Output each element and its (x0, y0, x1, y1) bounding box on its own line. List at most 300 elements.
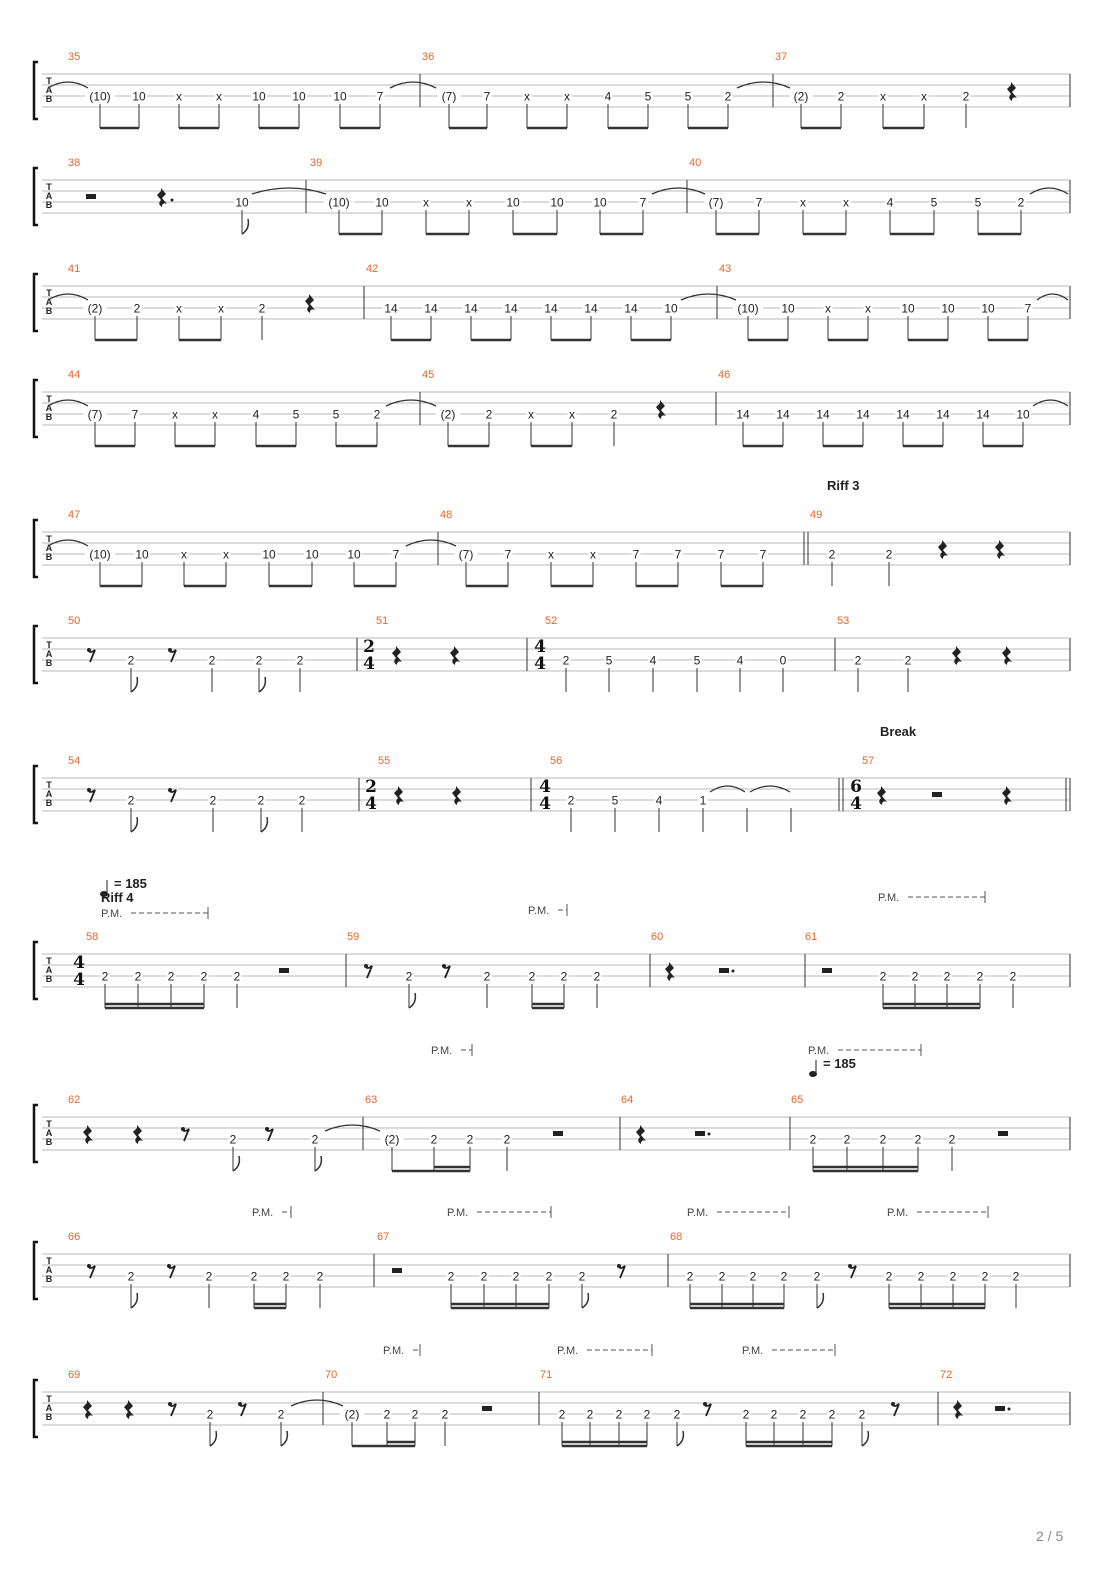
tab-note: 7 (759, 547, 767, 562)
note-flag (817, 1293, 823, 1308)
tab-note: 2 (586, 1407, 594, 1422)
tab-note: 10 (375, 195, 389, 210)
measure-number: 49 (810, 509, 823, 521)
tab-note: 4 (655, 793, 663, 808)
tab-note: 7 (674, 547, 682, 562)
measure-number: 41 (68, 263, 81, 275)
tab-note: 7 (376, 89, 384, 104)
measure-number: 64 (621, 1094, 634, 1106)
time-sig-bottom: 4 (365, 794, 377, 814)
tab-clef: T (46, 780, 52, 790)
tab-note: 2 (858, 1407, 866, 1422)
tab-note: 2 (742, 1407, 750, 1422)
tab-note: 2 (593, 969, 601, 984)
tab-clef: A (45, 965, 53, 975)
system-bracket (34, 380, 38, 437)
tab-note: 4 (736, 653, 744, 668)
tempo-marking: = 185 (114, 876, 147, 891)
tab-clef: B (45, 412, 53, 422)
tab-note: x (218, 301, 224, 316)
rest-dot (732, 970, 735, 973)
note-flag (233, 1156, 239, 1171)
tab-note: 4 (252, 407, 260, 422)
tab-note: 7 (392, 547, 400, 562)
tab-note: x (176, 301, 182, 316)
tab-note: 2 (127, 653, 135, 668)
tab-note: 2 (749, 1269, 757, 1284)
eighth-rest-dot (617, 1264, 621, 1268)
eighth-rest-dot (167, 1264, 171, 1268)
tab-note: x (880, 89, 886, 104)
tab-note: 2 (843, 1132, 851, 1147)
tab-note: x (176, 89, 182, 104)
measure-number: 42 (366, 263, 379, 275)
eighth-rest-dot (181, 1127, 185, 1131)
measure-number: 40 (689, 157, 702, 169)
tab-note: 2 (854, 653, 862, 668)
tab-note: 2 (1012, 1269, 1020, 1284)
tab-note: 2 (209, 793, 217, 808)
note-flag (315, 1156, 321, 1171)
measure-number: 61 (805, 931, 818, 943)
tab-clef: T (46, 640, 52, 650)
tab-note: (10) (89, 89, 111, 104)
measure-number: 36 (422, 51, 435, 63)
tab-note: (7) (441, 89, 457, 104)
tab-note: 2 (558, 1407, 566, 1422)
system-bracket (34, 1380, 38, 1437)
tab-note: (7) (708, 195, 724, 210)
eighth-rest-dot (703, 1402, 707, 1406)
eighth-rest-dot (168, 648, 172, 652)
eighth-rest-dot (168, 788, 172, 792)
tab-note: 10 (262, 547, 276, 562)
section-marker: Riff 3 (827, 478, 860, 493)
tab-note: 2 (167, 969, 175, 984)
tab-note: 2 (257, 793, 265, 808)
tab-note: 2 (770, 1407, 778, 1422)
tab-note: 2 (447, 1269, 455, 1284)
tab-note: 14 (424, 301, 438, 316)
tab-note: 5 (693, 653, 701, 668)
tab-note: 2 (127, 1269, 135, 1284)
tab-note: 2 (976, 969, 984, 984)
measure-number: 50 (68, 615, 81, 627)
tab-note: x (548, 547, 554, 562)
eighth-rest-dot (87, 1264, 91, 1268)
time-sig-top: 2 (363, 637, 375, 657)
tab-note: 2 (1017, 195, 1025, 210)
measure-number: 65 (791, 1094, 804, 1106)
tab-note: 10 (781, 301, 795, 316)
tab-note: 14 (856, 407, 870, 422)
half-rest (392, 1268, 402, 1273)
tab-clef: B (45, 306, 53, 316)
tab-note: (2) (87, 301, 103, 316)
tab-note: (10) (328, 195, 350, 210)
tab-note: 2 (911, 969, 919, 984)
half-rest (86, 194, 96, 199)
measure-number: 59 (347, 931, 360, 943)
note-flag (259, 677, 265, 692)
tab-note: 2 (258, 301, 266, 316)
tab-note: 2 (200, 969, 208, 984)
tab-note: (2) (793, 89, 809, 104)
system-bracket (34, 168, 38, 225)
tab-note: 2 (483, 969, 491, 984)
tab-clef: T (46, 288, 52, 298)
tab-note: (10) (737, 301, 759, 316)
measure-number: 52 (545, 615, 558, 627)
tab-note: 2 (949, 1269, 957, 1284)
tab-clef: A (45, 543, 53, 553)
measure-number: 66 (68, 1231, 81, 1243)
tab-note: 14 (544, 301, 558, 316)
tab-note: 2 (205, 1269, 213, 1284)
tab-note: 1 (699, 793, 707, 808)
note-flag (281, 1431, 287, 1446)
tab-note: 5 (292, 407, 300, 422)
tab-note: 2 (809, 1132, 817, 1147)
section-marker: Riff 4 (101, 890, 134, 905)
half-rest (553, 1131, 563, 1136)
tab-note: x (564, 89, 570, 104)
measure-number: 46 (718, 369, 731, 381)
tab-note: x (524, 89, 530, 104)
measure-number: 70 (325, 1369, 338, 1381)
tab-note: 2 (885, 547, 893, 562)
tab-note: 2 (545, 1269, 553, 1284)
tab-note: 10 (135, 547, 149, 562)
measure-number: 35 (68, 51, 81, 63)
tab-note: 2 (610, 407, 618, 422)
time-sig-top: 2 (365, 777, 377, 797)
tab-note: 5 (974, 195, 982, 210)
tab-note: 2 (673, 1407, 681, 1422)
rest-dot (171, 199, 174, 202)
note-flag (210, 1431, 216, 1446)
tab-note: 7 (1024, 301, 1032, 316)
tab-note: 2 (383, 1407, 391, 1422)
tab-clef: B (45, 1274, 53, 1284)
tab-note: 2 (981, 1269, 989, 1284)
tab-note: 2 (316, 1269, 324, 1284)
tab-note: 14 (504, 301, 518, 316)
eighth-rest-dot (168, 1402, 172, 1406)
tab-note: 5 (611, 793, 619, 808)
measure-number: 57 (862, 755, 875, 767)
tab-note: x (800, 195, 806, 210)
tab-note: 2 (133, 301, 141, 316)
tab-clef: B (45, 658, 53, 668)
eighth-rest-dot (238, 1402, 242, 1406)
tab-note: 2 (233, 969, 241, 984)
time-sig-top: 4 (73, 953, 85, 973)
tab-note: 2 (311, 1132, 319, 1147)
tab-note: 2 (724, 89, 732, 104)
tab-note: 2 (560, 969, 568, 984)
time-sig-bottom: 4 (534, 654, 546, 674)
tab-clef: T (46, 394, 52, 404)
tab-note: 2 (885, 1269, 893, 1284)
tab-note: 2 (282, 1269, 290, 1284)
tab-clef: A (45, 297, 53, 307)
tab-note: 10 (333, 89, 347, 104)
tab-note: 14 (816, 407, 830, 422)
tab-note: x (172, 407, 178, 422)
palm-mute-label: P.M. (252, 1207, 274, 1219)
tab-clef: B (45, 798, 53, 808)
tab-clef: A (45, 403, 53, 413)
tab-note: 10 (305, 547, 319, 562)
half-rest (998, 1131, 1008, 1136)
page-number: 2 / 5 (1036, 1528, 1064, 1544)
tab-note: 2 (567, 793, 575, 808)
tab-note: 2 (411, 1407, 419, 1422)
tab-note: (7) (87, 407, 103, 422)
note-flag (862, 1431, 868, 1446)
tab-note: 2 (373, 407, 381, 422)
note-flag (242, 219, 248, 234)
tab-note: 2 (948, 1132, 956, 1147)
tab-note: 2 (837, 89, 845, 104)
note-flag (131, 1293, 137, 1308)
palm-mute-label: P.M. (431, 1045, 453, 1057)
time-sig-bottom: 4 (363, 654, 375, 674)
eighth-rest-dot (265, 1127, 269, 1131)
tab-note: 7 (483, 89, 491, 104)
half-rest (695, 1131, 705, 1136)
tab-note: x (921, 89, 927, 104)
tab-note: 2 (879, 1132, 887, 1147)
tab-note: 2 (208, 653, 216, 668)
tab-clef: T (46, 76, 52, 86)
tab-note: 5 (930, 195, 938, 210)
tab-note: 14 (584, 301, 598, 316)
tab-note: 2 (828, 547, 836, 562)
palm-mute-label: P.M. (383, 1345, 405, 1357)
measure-number: 53 (837, 615, 850, 627)
tab-note: 14 (384, 301, 398, 316)
measure-number: 48 (440, 509, 453, 521)
tab-note: 2 (643, 1407, 651, 1422)
tab-note: x (590, 547, 596, 562)
tab-clef: T (46, 1119, 52, 1129)
measure-number: 39 (310, 157, 323, 169)
tab-note: 2 (904, 653, 912, 668)
palm-mute-label: P.M. (878, 892, 900, 904)
tab-note: 14 (776, 407, 790, 422)
tab-note: 2 (799, 1407, 807, 1422)
eighth-rest-dot (87, 788, 91, 792)
time-sig-bottom: 4 (850, 794, 862, 814)
tab-note: x (466, 195, 472, 210)
tab-note: 2 (813, 1269, 821, 1284)
tab-note: 2 (127, 793, 135, 808)
eighth-rest-dot (848, 1264, 852, 1268)
tab-note: 10 (1016, 407, 1030, 422)
tab-note: 2 (1009, 969, 1017, 984)
tab-note: 2 (480, 1269, 488, 1284)
tab-note: 2 (298, 793, 306, 808)
measure-number: 62 (68, 1094, 81, 1106)
tab-note: 14 (736, 407, 750, 422)
tab-note: 2 (503, 1132, 511, 1147)
tab-note: x (181, 547, 187, 562)
tab-clef: A (45, 789, 53, 799)
measure-number: 51 (376, 615, 389, 627)
tab-clef: B (45, 552, 53, 562)
tab-note: 2 (686, 1269, 694, 1284)
tab-note: (2) (384, 1132, 400, 1147)
tab-note: (2) (440, 407, 456, 422)
tab-note: 2 (914, 1132, 922, 1147)
tab-note: 2 (780, 1269, 788, 1284)
tab-clef: T (46, 1256, 52, 1266)
tab-clef: A (45, 85, 53, 95)
system-bracket (34, 766, 38, 823)
measure-number: 60 (651, 931, 664, 943)
tab-note: 2 (718, 1269, 726, 1284)
note-flag (409, 993, 415, 1008)
tempo-marking: = 185 (823, 1056, 856, 1071)
tab-clef: A (45, 1128, 53, 1138)
tab-note: 2 (250, 1269, 258, 1284)
tab-clef: T (46, 534, 52, 544)
tab-note: 2 (441, 1407, 449, 1422)
half-rest (482, 1406, 492, 1411)
tab-note: 10 (292, 89, 306, 104)
tab-note: 14 (976, 407, 990, 422)
measure-number: 67 (377, 1231, 390, 1243)
tab-note: 7 (639, 195, 647, 210)
system-bracket (34, 520, 38, 577)
tab-clef: T (46, 956, 52, 966)
tab-note: x (212, 407, 218, 422)
tab-note: 2 (512, 1269, 520, 1284)
system-bracket (34, 1242, 38, 1299)
tab-note: 2 (296, 653, 304, 668)
half-rest (932, 792, 942, 797)
note-flag (261, 817, 267, 832)
tab-note: 10 (132, 89, 146, 104)
tab-note: 14 (624, 301, 638, 316)
tab-clef: B (45, 974, 53, 984)
tab-note: (10) (89, 547, 111, 562)
time-sig-top: 6 (850, 777, 862, 797)
measure-number: 58 (86, 931, 99, 943)
note-flag (582, 1293, 588, 1308)
tab-note: x (569, 407, 575, 422)
measure-number: 63 (365, 1094, 378, 1106)
tab-note: 2 (528, 969, 536, 984)
tab-note: 7 (504, 547, 512, 562)
tab-note: 2 (828, 1407, 836, 1422)
tab-clef: T (46, 182, 52, 192)
tab-note: 14 (896, 407, 910, 422)
tab-note: x (843, 195, 849, 210)
tab-note: x (865, 301, 871, 316)
tab-note: 14 (464, 301, 478, 316)
tab-note: x (423, 195, 429, 210)
eighth-rest-dot (442, 964, 446, 968)
measure-number: 47 (68, 509, 81, 521)
tab-note: 14 (936, 407, 950, 422)
time-sig-bottom: 4 (539, 794, 551, 814)
eighth-rest-dot (891, 1402, 895, 1406)
tab-note: 2 (962, 89, 970, 104)
tab-clef: B (45, 200, 53, 210)
tab-note: 7 (632, 547, 640, 562)
tab-note: 4 (649, 653, 657, 668)
tab-note: 10 (941, 301, 955, 316)
tab-note: 2 (562, 653, 570, 668)
tab-clef: A (45, 1403, 53, 1413)
tab-note: 7 (717, 547, 725, 562)
measure-number: 72 (940, 1369, 953, 1381)
measure-number: 68 (670, 1231, 683, 1243)
tab-clef: B (45, 1137, 53, 1147)
section-marker: Break (880, 724, 917, 739)
eighth-rest-dot (364, 964, 368, 968)
tab-note: (7) (458, 547, 474, 562)
measure-number: 37 (775, 51, 788, 63)
palm-mute-label: P.M. (528, 905, 550, 917)
tab-note: 10 (252, 89, 266, 104)
tab-clef: T (46, 1394, 52, 1404)
palm-mute-label: P.M. (557, 1345, 579, 1357)
rest-dot (708, 1133, 711, 1136)
tab-note: 2 (430, 1132, 438, 1147)
note-flag (131, 817, 137, 832)
tab-note: 10 (550, 195, 564, 210)
system-bracket (34, 1105, 38, 1162)
tab-note: 2 (943, 969, 951, 984)
time-sig-top: 4 (539, 777, 551, 797)
time-sig-top: 4 (534, 637, 546, 657)
tab-note: 2 (134, 969, 142, 984)
tab-note: 2 (255, 653, 263, 668)
note-flag (131, 677, 137, 692)
time-sig-bottom: 4 (73, 970, 85, 990)
tab-clef: A (45, 191, 53, 201)
tab-note: 7 (131, 407, 139, 422)
tab-note: 2 (277, 1407, 285, 1422)
tab-note: 2 (466, 1132, 474, 1147)
tab-clef: B (45, 1412, 53, 1422)
half-rest (995, 1406, 1005, 1411)
rest-dot (1008, 1408, 1011, 1411)
tab-note: 2 (229, 1132, 237, 1147)
half-rest (719, 968, 729, 973)
eighth-rest-dot (87, 648, 91, 652)
tab-note: 10 (981, 301, 995, 316)
note-flag (677, 1431, 683, 1446)
tab-note: 10 (901, 301, 915, 316)
tab-note: 2 (405, 969, 413, 984)
tab-note: 2 (101, 969, 109, 984)
tab-note: 7 (755, 195, 763, 210)
tab-note: 10 (347, 547, 361, 562)
half-rest (822, 968, 832, 973)
tab-note: x (216, 89, 222, 104)
palm-mute-label: P.M. (687, 1207, 709, 1219)
palm-mute-label: P.M. (447, 1207, 469, 1219)
measure-number: 71 (540, 1369, 553, 1381)
measure-number: 43 (719, 263, 732, 275)
tab-note: 2 (879, 969, 887, 984)
measure-number: 69 (68, 1369, 81, 1381)
